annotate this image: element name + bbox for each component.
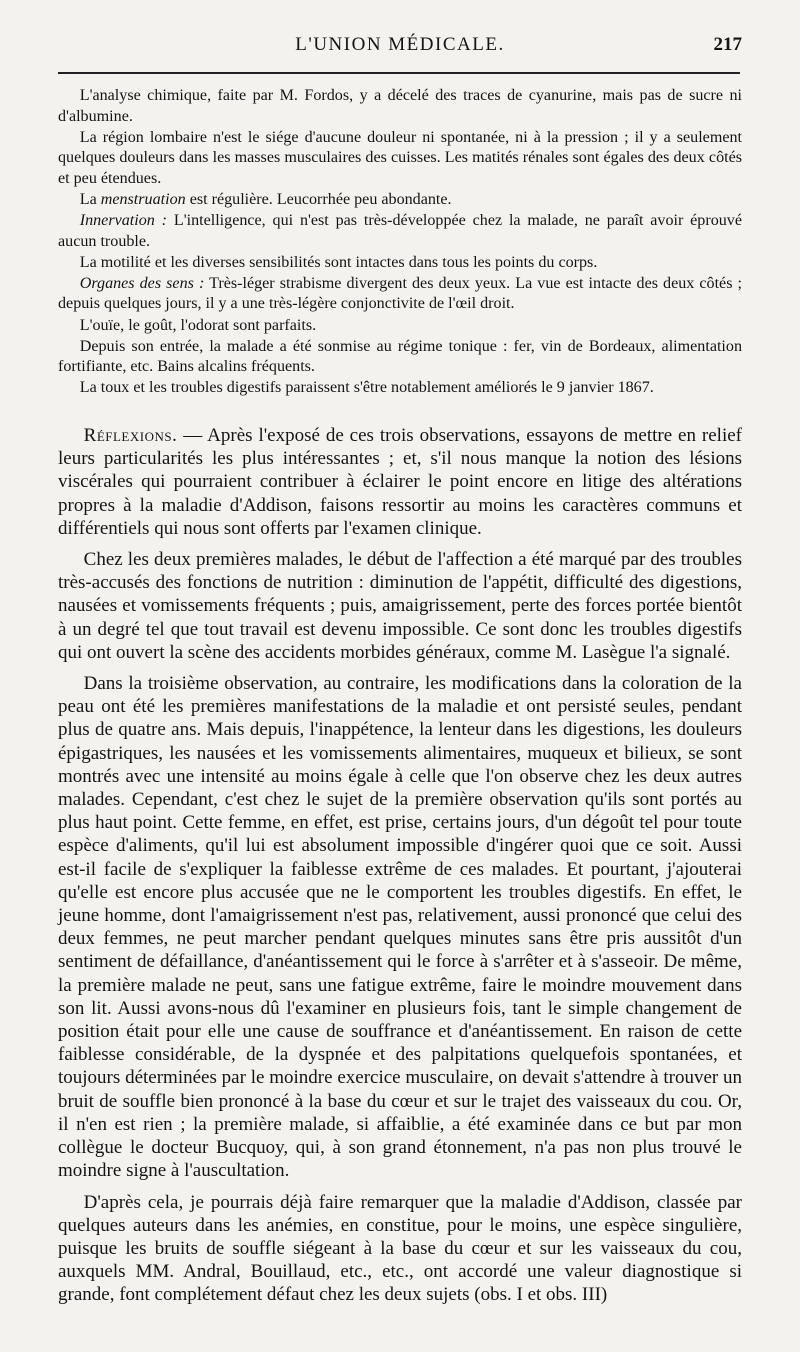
paragraph: La toux et les troubles digestifs paraissent s'être notablement améliorés le 9 janvier 1867. (79, 379, 654, 397)
observation-notes (58, 86, 742, 399)
paragraph: Depuis son entrée, la malade a été sonmise au régime tonique : fer, vin de Bordeaux, alimentation fortifiante, etc. Bains alcalins fréquents. (58, 337, 742, 376)
header-rule (58, 72, 740, 74)
paragraph: Innervation : L'intelligence, qui n'est pas très-développée chez la malade, ne paraît avoir éprouvé aucun trouble. (58, 212, 742, 250)
reflections-section (58, 424, 742, 1315)
paragraph: Organes des sens : Très-léger strabisme divergent des deux yeux. La vue est intacte des deux côtés ; depuis quelques jours, il y a une très-légère conjonctivite de l'œil droit. (58, 274, 742, 313)
paragraph: L'ouïe, le goût, l'odorat sont parfaits. (79, 316, 317, 334)
paragraph: Dans la troisième observation, au contraire, les modifications dans la coloration de la peau ont été les premières manifestations de la maladie et ont persisté seules, pendant plus de quatre ans. Mais depuis, l'inappétence, la lenteur dans les digestions, les douleurs épigastriques, les nausées et les vomissements alimentaires, muqueux et bilieux, se sont montrés avec une intensité au moins égale à celle que l'on observe chez les deux autres malades. Cependant, c'est chez le sujet de la première observation qu'ils sont portés au plus haut point. Cette femme, en effet, est prise, certains jours, d'un dégoût tel pour toute espèce d'aliments, qu'il lui est absolument impossible d'ingérer quoi que ce soit. Aussi est-il facile de s'expliquer la faiblesse extrême de ces malades. Et pourtant, j'ajouterai qu'elle est encore plus accusée que ne le comportent les troubles digestifs. En effet, le jeune homme, dont l'amaigrissement n'est pas, relativement, aussi prononcé que celui des deux femmes, ne peut marcher pendant quelques minutes sans être pris aussitôt d'un sentiment de défaillance, d'anéantissement qui le force à s'arrêter et à s'asseoir. De même, la première malade ne peut, sans une fatigue extrême, faire le moindre mouvement dans son lit. Aussi avons-nous dû l'examiner en plusieurs fois, tant le simple changement de position était pour elle une cause de souffrance et d'anéantissement. En raison de cette faiblesse considérable, de la dyspnée et des palpitations quelquefois spontanées, et toujours déterminées par le moindre exercice musculaire, on devait s'attendre à trouver un bruit de souffle bien prononcé à la base du cœur et sur le trajet des vaisseaux du cou. Or, il n'en est rien ; la première malade, si affaiblie, a été examinée dans ce but par mon collègue le docteur Bucquoy, qui, à son grand étonnement, n'a pas non plus trouvé le moindre signe à l'auscultation. (58, 673, 742, 1182)
running-head (58, 32, 742, 62)
page-number: 217 (713, 34, 742, 55)
paragraph: Chez les deux premières malades, le début de l'affection a été marqué par des troubles très-accusés des fonctions de nutrition : diminution de l'appétit, difficulté des digestions, nausées et vomissements fréquents ; puis, amaigrissement, perte des forces portée bientôt à un degré tel que tout travail est devenu impossible. Ce sont donc les troubles digestifs qui ont ouvert la scène des accidents morbides généraux, comme M. Lasègue l'a signalé. (58, 549, 742, 663)
paragraph: La menstruation est régulière. Leucorrhée peu abondante. (79, 190, 452, 208)
paragraph: D'après cela, je pourrais déjà faire remarquer que la maladie d'Addison, classée par quelques auteurs dans les anémies, en constitue, pour le moins, une espèce singulière, puisque les bruits de souffle siégeant à la base du cœur et sur les vaisseaux du cou, auxquels MM. Andral, Bouillaud, etc., etc., ont accordé une valeur diagnostique si grande, font complétement défaut chez les deux sujets (obs. I et obs. III) (58, 1191, 742, 1306)
paragraph: Réflexions. — Après l'exposé de ces trois observations, essayons de mettre en relief leurs particularités les plus intéressantes ; et, s'il nous manque la notion des lésions viscérales qui pourraient contribuer à éclairer le point encore en litige des altérations propres à la maladie d'Addison, faisons ressortir au moins les caractères communs et différentiels qui nous sont offerts par l'examen clinique. (58, 425, 742, 539)
journal-title: L'UNION MÉDICALE. (295, 34, 505, 55)
paragraph: La région lombaire n'est le siége d'aucune douleur ni spontanée, ni à la pression ; il y a seulement quelques douleurs dans les masses musculaires des cuisses. Les matités rénales sont égales des deux côtés et peu étendues. (58, 128, 742, 187)
section-heading: Réflexions. (83, 425, 178, 446)
paragraph: La motilité et les diverses sensibilités sont intactes dans tous les points du corps. (79, 253, 598, 271)
paragraph: L'analyse chimique, faite par M. Fordos, y a décelé des traces de cyanurine, mais pas de sucre ni d'albumine. (58, 87, 742, 125)
